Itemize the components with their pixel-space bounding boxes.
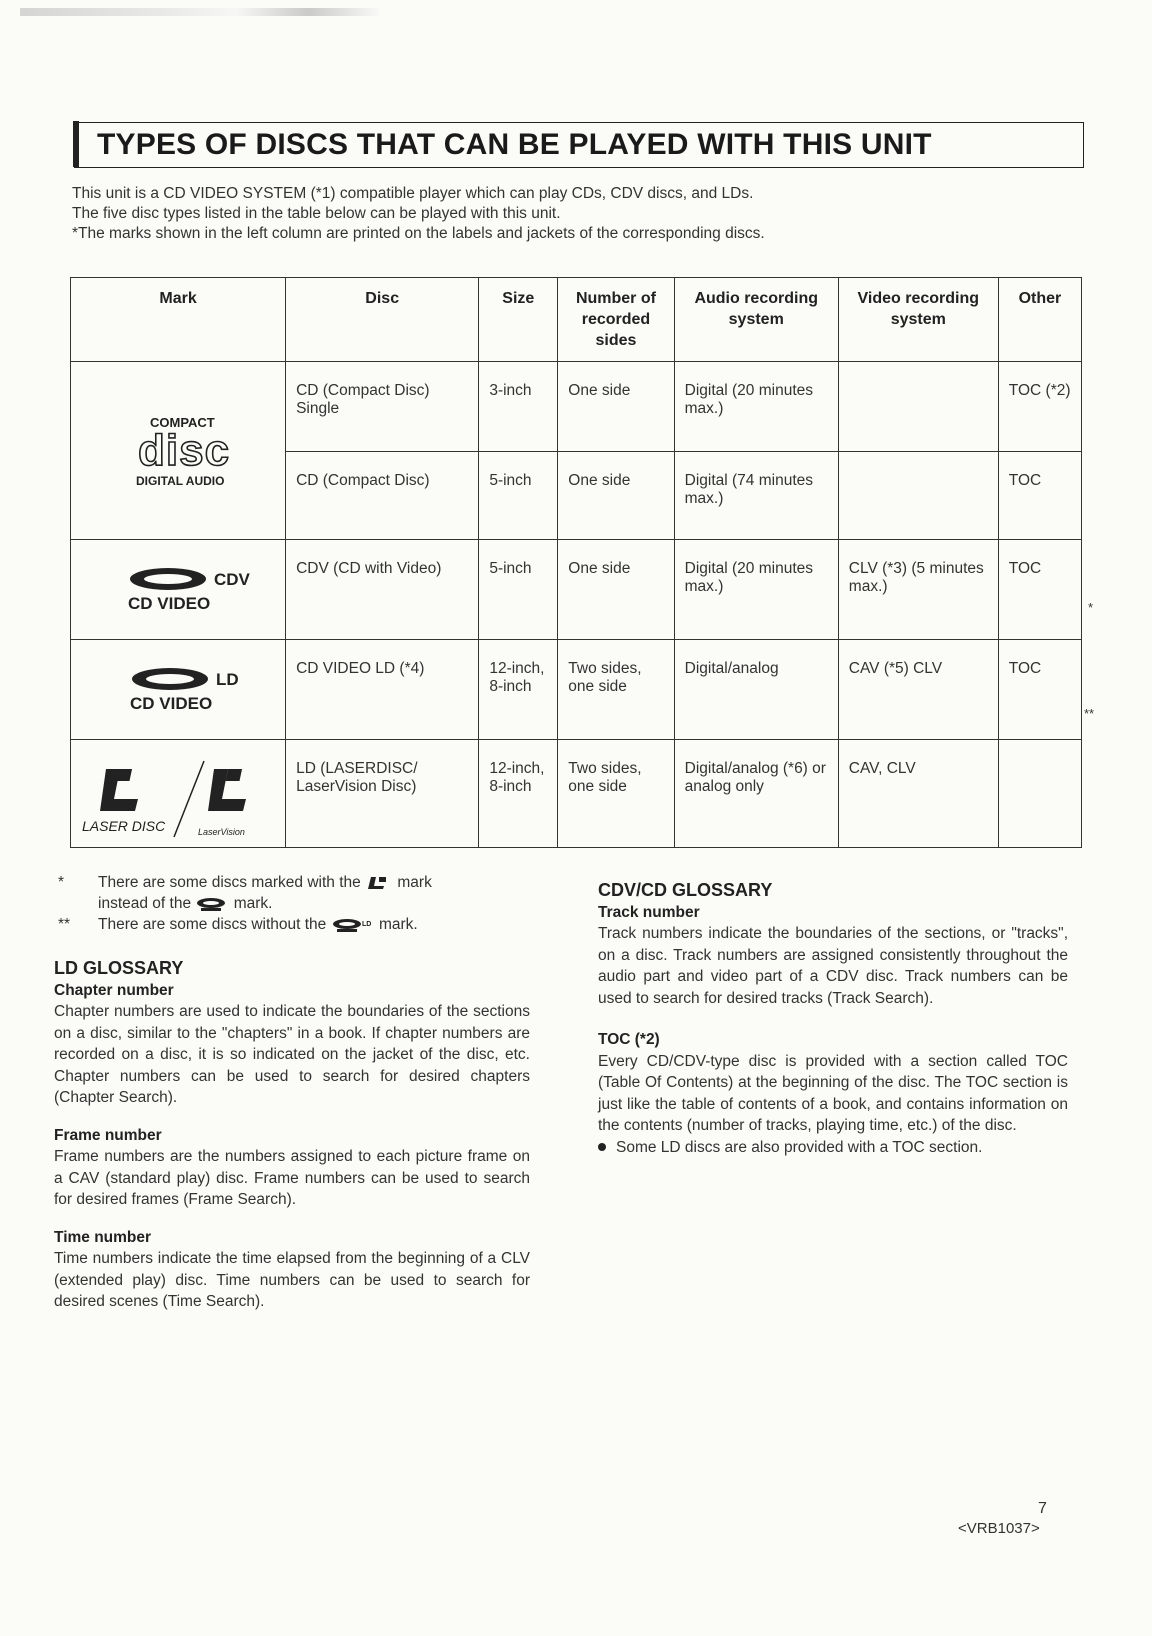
footnote-symbol: * [58,874,65,891]
laserdisc-divider [174,761,204,837]
intro-text [72,184,765,244]
document-code: <VRB1037> [958,1520,1040,1537]
glossary-term: Track number [598,903,700,921]
page-title: TYPES OF DISCS THAT CAN BE PLAYED WITH THIS UNIT [97,128,932,161]
title-box [74,122,1084,168]
footnote-text-part: There are some discs without the [98,916,327,933]
cell-size: 12-inch, 8-inch [479,640,558,740]
laserdisc-square-icon [115,769,132,781]
cell-audio: Digital/analog (*6) or analog only [674,740,838,848]
cd-video-label: CD VIDEO [128,594,211,613]
title-bar-accent [73,121,79,167]
footnote-text-part: mark. [378,916,418,933]
cell-audio: Digital (20 minutes max.) [674,540,838,640]
glossary-definition: Time numbers indicate the time elapsed from the beginning of a CLV (extended play) disc. Time numbers can be used to search for desired scenes (Time Search). [54,1250,530,1310]
cell-video: CAV, CLV [838,740,998,848]
glossary-definition: Frame numbers are the numbers assigned to each picture frame on a CAV (standard play) disc. Frame numbers can be used to search for desired frames (Frame Search). [54,1148,530,1208]
cell-disc: CD (Compact Disc) [286,452,479,540]
cdv-label: CDV [214,570,250,589]
compact-disc-mark-cell [71,362,286,540]
cell-audio: Digital/analog [674,640,838,740]
ld-glossary-heading: LD GLOSSARY [54,958,184,978]
header-sides: Number of recorded sides [558,278,674,362]
intro-line: *The marks shown in the left column are printed on the labels and jackets of the corresponding discs. [72,225,765,242]
row-note-marker: * [1088,600,1094,615]
cell-sides: One side [558,362,674,452]
glossary-definition: Chapter numbers are used to indicate the boundaries of the sections on a disc, similar to the "chapters" in a book. If chapter numbers are recorded on a disc, it is so indicated on the jacket of the disc, etc. Chapter numbers can be used to search for desired chapters (Chapter Search). [54,1003,530,1106]
table-row [71,540,1082,640]
cell-size: 5-inch [479,452,558,540]
cell-sides: One side [558,540,674,640]
cdv-mark-cell [71,540,286,640]
table-row [71,640,1082,740]
intro-line: This unit is a CD VIDEO SYSTEM (*1) compatible player which can play CDs, CDV discs, and LDs. [72,185,754,202]
compact-disc-logo-compact: COMPACT [150,415,215,430]
laservision-square-icon [225,769,242,781]
bullet-icon [598,1143,606,1151]
footnote-text [98,914,418,935]
glossary-term: Chapter number [54,981,174,999]
footnotes [58,872,432,935]
ld-label: LD [216,670,239,689]
footnote [58,914,432,935]
footnote-symbol: ** [58,916,71,933]
footnote-text [98,872,432,914]
cell-sides: One side [558,452,674,540]
compact-disc-logo [108,405,248,491]
header-disc: Disc [286,278,479,362]
cell-other: TOC [998,452,1081,540]
cd-video-ld-mark-icon [331,917,375,933]
glossary-term: TOC (*2) [598,1031,660,1048]
cell-disc: CDV (CD with Video) [286,540,479,640]
bullet-text: Some LD discs are also provided with a TOC section. [616,1138,983,1156]
laserdisc-label: LASER DISC [81,818,165,834]
laservision-label: LaserVision [197,827,245,837]
footnote-text-part: There are some discs marked with the [98,874,361,891]
header-audio: Audio recording system [674,278,838,362]
cell-video [838,452,998,540]
svg-text:LD: LD [361,920,371,928]
cd-video-cdv-logo [98,557,258,617]
glossary-term: Time number [54,1228,152,1246]
cell-video: CAV (*5) CLV [838,640,998,740]
header-video: Video recording system [838,278,998,362]
table-row [71,362,1082,452]
cell-other: TOC [998,540,1081,640]
cell-video [838,362,998,452]
disc-types-table [70,277,1082,848]
header-mark: Mark [71,278,286,362]
cd-video-label: CD VIDEO [130,694,213,713]
footnote-text-part: mark. [233,895,273,912]
cdv-glossary-heading: CDV/CD GLOSSARY [598,880,773,900]
header-size: Size [479,278,558,362]
cd-video-disc-hole [146,674,194,684]
footnote [58,872,432,914]
compact-disc-logo-disc: disc [138,426,231,475]
cell-sides: Two sides, one side [558,740,674,848]
cell-disc: CD (Compact Disc) Single [286,362,479,452]
table-header-row [71,278,1082,362]
laserdisc-mark-icon [365,875,393,891]
cell-other: TOC [998,640,1081,740]
cell-size: 3-inch [479,362,558,452]
laserdisc-logo [76,741,281,841]
footnote-text-part: mark [397,874,432,891]
glossary-bullet [598,1137,1068,1159]
cell-other [998,740,1081,848]
intro-line: The five disc types listed in the table below can be played with this unit. [72,205,561,222]
ld-mark-cell [71,640,286,740]
cell-sides: Two sides, one side [558,640,674,740]
cell-disc: CD VIDEO LD (*4) [286,640,479,740]
cell-video: CLV (*3) (5 minutes max.) [838,540,998,640]
scan-artifact [20,8,380,16]
header-other: Other [998,278,1081,362]
cell-size: 5-inch [479,540,558,640]
cell-size: 12-inch, 8-inch [479,740,558,848]
cell-audio: Digital (74 minutes max.) [674,452,838,540]
cd-video-mark-icon [195,896,229,912]
cell-disc: LD (LASERDISC/ LaserVision Disc) [286,740,479,848]
glossary-definition: Every CD/CDV-type disc is provided with a section called TOC (Table Of Contents) at the beginning of the disc. The TOC section is just like the table of contents of a book, and contains information on the contents (number of tracks, playing time, etc.) of the disc. [598,1052,1068,1134]
glossary-term: Frame number [54,1126,162,1144]
cd-video-ld-logo [98,657,258,717]
footnote-text-part: instead of the [98,895,192,912]
cdv-cd-glossary [598,880,1068,1158]
table-row [71,740,1082,848]
glossary-definition: Track numbers indicate the boundaries of the sections, or "tracks", on a disc. Track numbers are assigned consistently throughout the audio part and video part of a CDV disc. Track numbers can be used to search for desired tracks (Track Search). [598,925,1068,1007]
row-note-marker: ** [1084,706,1095,721]
cell-other: TOC (*2) [998,362,1081,452]
compact-disc-logo-digital: DIGITAL AUDIO [136,474,225,488]
ld-glossary [54,958,530,1313]
cell-audio: Digital (20 minutes max.) [674,362,838,452]
laserdisc-mark-cell [71,740,286,848]
page-number: 7 [1038,1500,1047,1517]
cd-video-disc-hole [144,574,192,584]
